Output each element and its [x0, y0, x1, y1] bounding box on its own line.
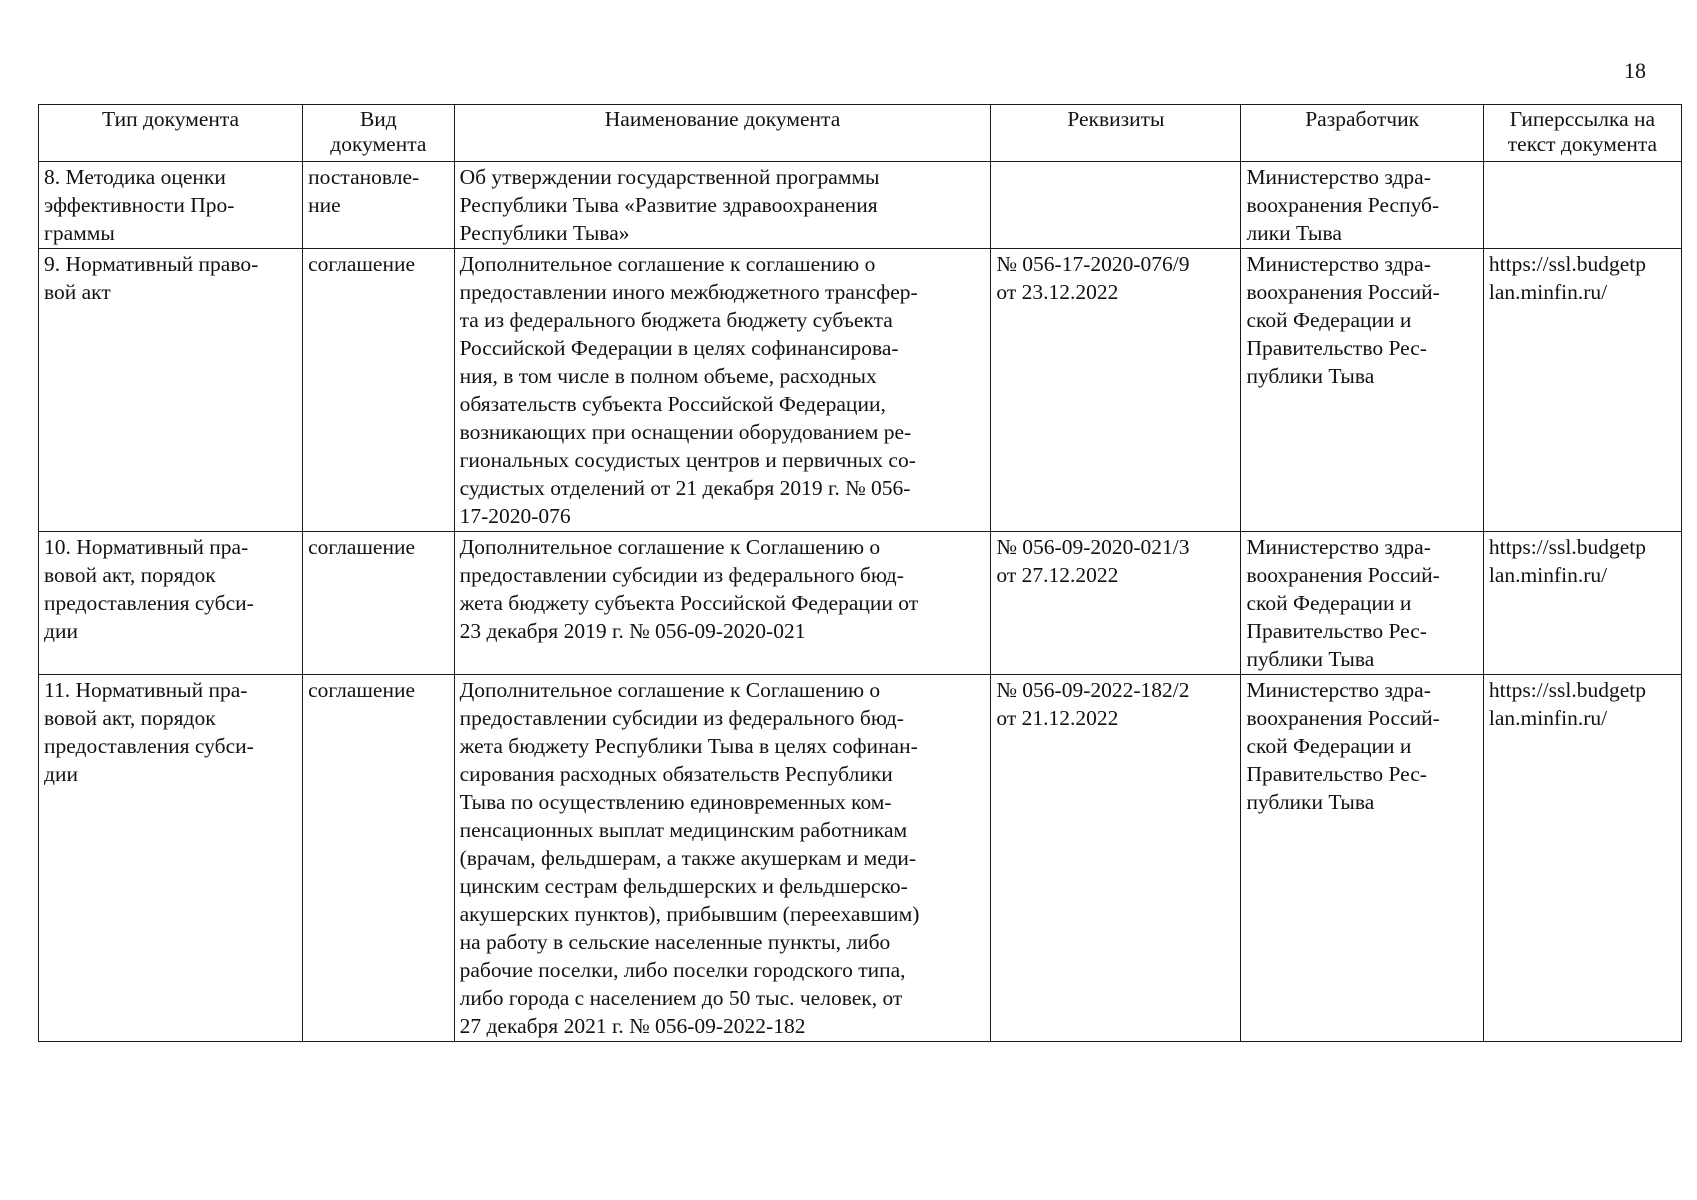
- cell-document-type: 9. Нормативный право- вой акт: [39, 249, 303, 532]
- cell-developer: Министерство здра- воохранения Россий- ской Федерации и Правительство Рес- публики Тыва: [1241, 249, 1483, 532]
- cell-document-type: 10. Нормативный пра- вовой акт, порядок предоставления субси- дии: [39, 532, 303, 675]
- cell-document-kind: соглашение: [303, 249, 455, 532]
- cell-hyperlink: [1483, 162, 1681, 249]
- cell-document-kind: соглашение: [303, 532, 455, 675]
- header-hyperlink: Гиперссылка на текст документа: [1483, 105, 1681, 162]
- header-document-name: Наименование документа: [454, 105, 991, 162]
- cell-developer: Министерство здра- воохранения Россий- ской Федерации и Правительство Рес- публики Тыва: [1241, 532, 1483, 675]
- cell-developer: Министерство здра- воохранения Респуб- лики Тыва: [1241, 162, 1483, 249]
- header-requisites: Реквизиты: [991, 105, 1241, 162]
- cell-requisites: № 056-17-2020-076/9 от 23.12.2022: [991, 249, 1241, 532]
- cell-requisites: № 056-09-2020-021/3 от 27.12.2022: [991, 532, 1241, 675]
- header-document-type: Тип документа: [39, 105, 303, 162]
- cell-document-type: 11. Нормативный пра- вовой акт, порядок предоставления субси- дии: [39, 675, 303, 1042]
- cell-requisites: № 056-09-2022-182/2 от 21.12.2022: [991, 675, 1241, 1042]
- cell-requisites: [991, 162, 1241, 249]
- cell-hyperlink[interactable]: https://ssl.budgetp lan.minfin.ru/: [1483, 675, 1681, 1042]
- table-row: [39, 249, 1682, 532]
- cell-document-name: Об утверждении государственной программы Республики Тыва «Развитие здравоохранения Республики Тыва»: [454, 162, 991, 249]
- cell-hyperlink[interactable]: https://ssl.budgetp lan.minfin.ru/: [1483, 249, 1681, 532]
- cell-document-name: Дополнительное соглашение к Соглашению о предоставлении субсидии из федерального бюд- жета бюджету субъекта Российской Федерации от 23 декабря 2019 г. № 056-09-2020-021: [454, 532, 991, 675]
- header-developer: Разработчик: [1241, 105, 1483, 162]
- documents-table: [38, 104, 1682, 1042]
- table-header-row: [39, 105, 1682, 162]
- cell-developer: Министерство здра- воохранения Россий- ской Федерации и Правительство Рес- публики Тыва: [1241, 675, 1483, 1042]
- cell-document-name: Дополнительное соглашение к Соглашению о предоставлении субсидии из федерального бюд- жета бюджету Республики Тыва в целях софинан- сирования расходных обязательств Республики Тыва по осуществлению единовременных ком- пенсационных выплат медицинским работникам (врачам, фельдшерам, а также акушеркам и меди- цинским сестрам фельдшерских и фельдшерско- акушерских пунктов), прибывшим (переехавшим) на работу в сельские населенные пункты, либо рабочие поселки, либо поселки городского типа, либо города с населением до 50 тыс. человек, от 27 декабря 2021 г. № 056-09-2022-182: [454, 675, 991, 1042]
- table-row: [39, 532, 1682, 675]
- page-number: 18: [1624, 58, 1646, 83]
- cell-document-kind: соглашение: [303, 675, 455, 1042]
- cell-hyperlink[interactable]: https://ssl.budgetp lan.minfin.ru/: [1483, 532, 1681, 675]
- table-row: [39, 675, 1682, 1042]
- table-row: [39, 162, 1682, 249]
- cell-document-name: Дополнительное соглашение к соглашению о предоставлении иного межбюджетного трансфер- та из федерального бюджета бюджету субъекта Российской Федерации в целях софинансирова- ния, в том числе в полном объеме, расходных обязательств субъекта Российской Федерации, возникающих при оснащении оборудованием ре- гиональных сосудистых центров и первичных со- судистых отделений от 21 декабря 2019 г. № 056- 17-2020-076: [454, 249, 991, 532]
- cell-document-kind: постановле- ние: [303, 162, 455, 249]
- header-document-kind: Вид документа: [303, 105, 455, 162]
- cell-document-type: 8. Методика оценки эффективности Про- граммы: [39, 162, 303, 249]
